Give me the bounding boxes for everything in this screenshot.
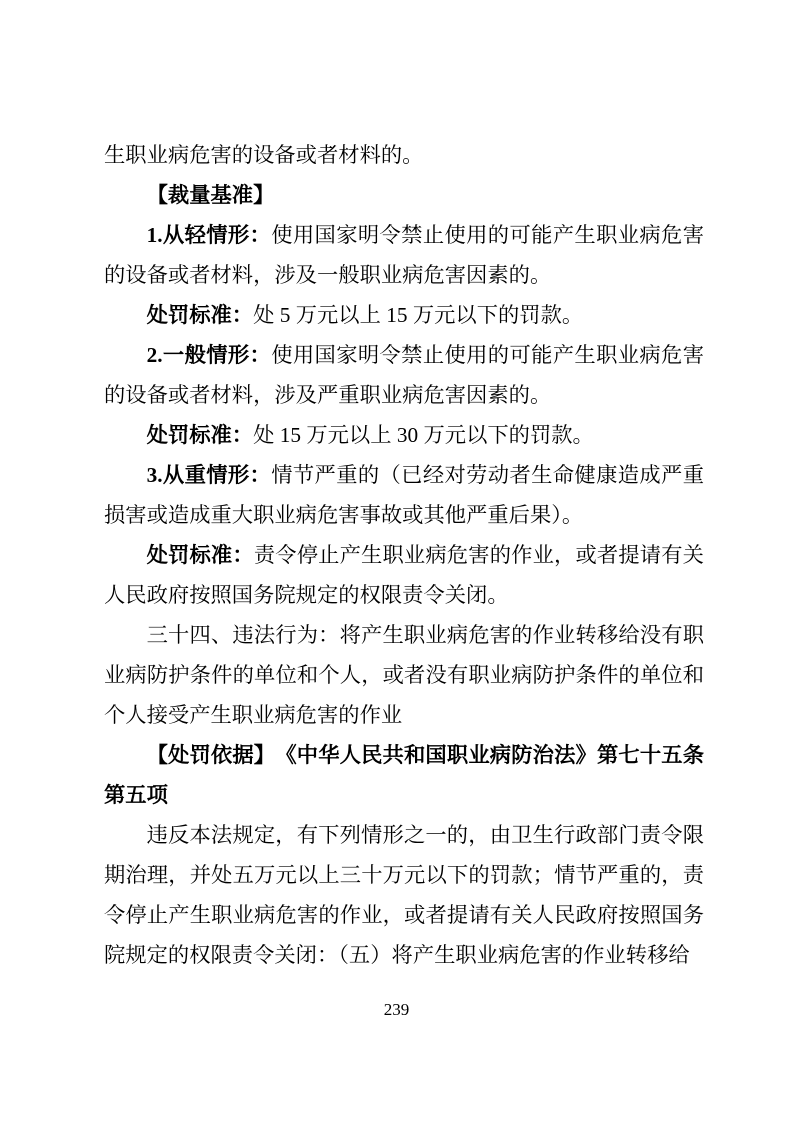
paragraph xyxy=(104,215,704,295)
paragraph xyxy=(104,535,704,615)
paragraph xyxy=(104,735,704,815)
paragraph-bold-lead: 处罚标准： xyxy=(146,543,254,567)
paragraph xyxy=(104,175,704,215)
paragraph-bold-lead: 3.从重情形： xyxy=(146,463,272,487)
paragraph xyxy=(104,815,704,975)
paragraph-text: 处 15 万元以上 30 万元以下的罚款。 xyxy=(253,423,594,447)
document-body xyxy=(104,135,704,975)
paragraph-text: 使用国家明令禁止使用的可能产生职业病危害的设备或者材料，涉及严重职业病危害因素的。 xyxy=(104,343,704,407)
paragraph xyxy=(104,415,704,455)
paragraph-text: 情节严重的（已经对劳动者生命健康造成严重损害或造成重大职业病危害事故或其他严重后果）。 xyxy=(104,463,704,527)
paragraph xyxy=(104,455,704,535)
paragraph-text: 处 5 万元以上 15 万元以下的罚款。 xyxy=(253,303,584,327)
paragraph-bold-lead: 1.从轻情形： xyxy=(146,223,272,247)
paragraph-bold-lead: 处罚标准： xyxy=(146,303,254,327)
paragraph-text: 使用国家明令禁止使用的可能产生职业病危害的设备或者材料，涉及一般职业病危害因素的。 xyxy=(104,223,704,287)
paragraph-text: 违反本法规定，有下列情形之一的，由卫生行政部门责令限期治理，并处五万元以上三十万元以下的罚款；情节严重的，责令停止产生职业病危害的作业，或者提请有关人民政府按照国务院规定的权限责令关闭：（五）将产生职业病危害的作业转移给 xyxy=(104,823,704,967)
paragraph-text: 生职业病危害的设备或者材料的。 xyxy=(104,143,424,167)
paragraph xyxy=(104,615,704,735)
paragraph-bold-lead: 处罚标准： xyxy=(146,423,254,447)
paragraph xyxy=(104,335,704,415)
paragraph-text: 责令停止产生职业病危害的作业，或者提请有关人民政府按照国务院规定的权限责令关闭。 xyxy=(104,543,704,607)
paragraph-bold-lead: 2.一般情形： xyxy=(146,343,272,367)
paragraph-bold-lead: 【裁量基准】 xyxy=(146,183,275,207)
paragraph-text: 三十四、违法行为：将产生职业病危害的作业转移给没有职业病防护条件的单位和个人，或者没有职业病防护条件的单位和个人接受产生职业病危害的作业 xyxy=(104,623,704,727)
paragraph xyxy=(104,135,704,175)
paragraph-bold-lead: 【处罚依据】 《中华人民共和国职业病防治法》第七十五条第五项 xyxy=(104,743,704,807)
page-number: 239 xyxy=(383,1000,410,1019)
paragraph xyxy=(104,295,704,335)
